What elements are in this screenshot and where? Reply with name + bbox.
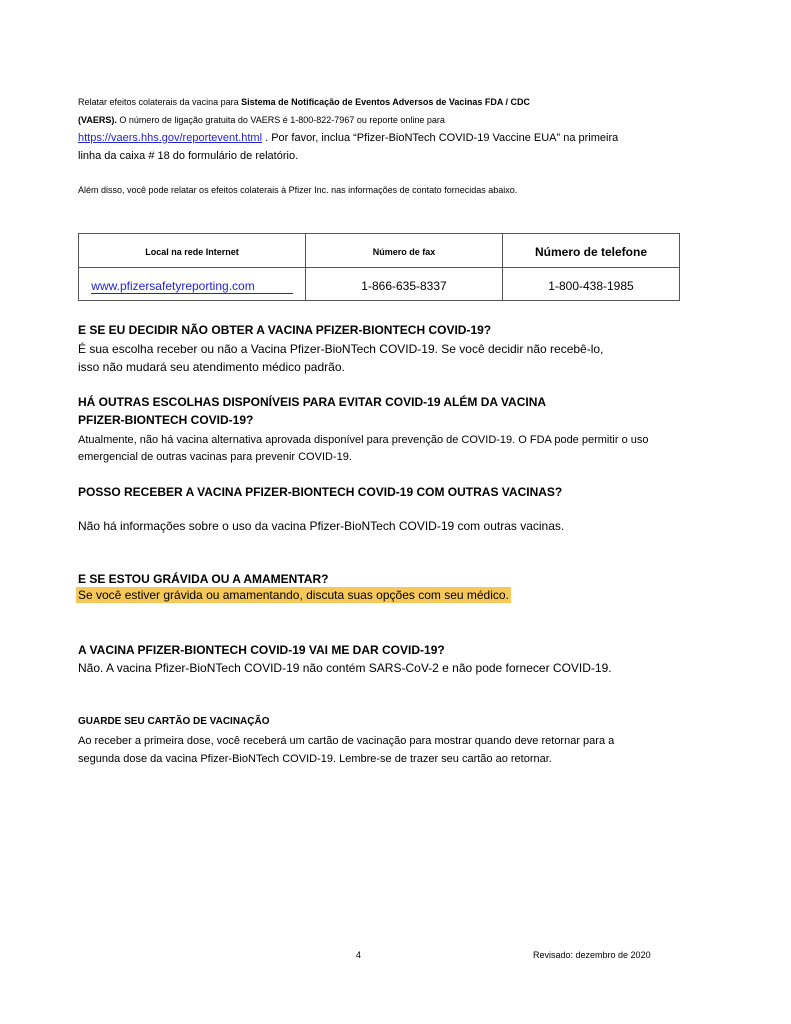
section-heading-alternatives: HÁ OUTRAS ESCOLHAS DISPONÍVEIS PARA EVITAR COVID-19 ALÉM DA VACINA <box>78 395 547 409</box>
section-heading-give-covid: A VACINA PFIZER-BIONTECH COVID-19 VAI ME DAR COVID-19? <box>78 643 445 657</box>
highlighted-advice <box>76 588 511 603</box>
vaers-report-link[interactable]: https://vaers.hhs.gov/reportevent.html <box>78 132 263 144</box>
section-text: isso não mudará seu atendimento médico padrão. <box>78 360 345 374</box>
vaers-abbrev: (VAERS). <box>78 115 117 125</box>
section-heading-pregnant: E SE ESTOU GRÁVIDA OU A AMAMENTAR? <box>78 572 329 586</box>
intro-line-1: Relatar efeitos colaterais da vacina para Sistema de Notificação de Eventos Adversos de Vacinas FDA / CDC <box>78 97 531 107</box>
page-number: 4 <box>356 950 362 960</box>
intro-line-2: (VAERS). O número de ligação gratuita do VAERS é 1-800-822-7967 ou reporte online para <box>78 115 445 125</box>
section-text: Não. A vacina Pfizer-BioNTech COVID-19 não contém SARS-CoV-2 e não pode fornecer COVID-19. <box>78 661 612 675</box>
section-text: emergencial de outras vacinas para prevenir COVID-19. <box>78 451 352 463</box>
table-header-fax: Número de fax <box>372 247 436 257</box>
table-cell-website <box>79 279 305 294</box>
section-heading-alternatives-cont: PFIZER-BIONTECH COVID-19? <box>78 413 254 427</box>
section-heading-other-vaccines: POSSO RECEBER A VACINA PFIZER-BIONTECH COVID-19 COM OUTRAS VACINAS? <box>78 485 563 499</box>
section-heading-card: GUARDE SEU CARTÃO DE VACINAÇÃO <box>78 716 270 727</box>
revised-date: Revisado: dezembro de 2020 <box>533 950 651 960</box>
section-text: Atualmente, não há vacina alternativa aprovada disponível para prevenção de COVID-19. O FDA pode permitir o uso <box>78 434 649 446</box>
table-cell-fax: 1-866-635-8337 <box>361 279 447 293</box>
section-text: É sua escolha receber ou não a Vacina Pfizer-BioNTech COVID-19. Se você decidir não recebê-lo, <box>78 342 604 356</box>
section-text: Não há informações sobre o uso da vacina Pfizer-BioNTech COVID-19 com outras vacinas. <box>78 519 565 533</box>
section-text: segunda dose da vacina Pfizer-BioNTech COVID-19. Lembre-se de trazer seu cartão ao retornar. <box>78 753 552 765</box>
intro-line-4: linha da caixa # 18 do formulário de relatório. <box>78 150 299 162</box>
section-text: Ao receber a primeira dose, você receberá um cartão de vacinação para mostrar quando deve retornar para a <box>78 735 615 747</box>
vaers-system-name: Sistema de Notificação de Eventos Adversos de Vacinas FDA / CDC <box>241 97 531 107</box>
table-row-divider <box>79 267 679 268</box>
contact-table <box>78 233 680 301</box>
highlight-mark: Se você estiver grávida ou amamentando, discuta suas opções com seu médico. <box>78 588 509 602</box>
intro-line-3: https://vaers.hhs.gov/reportevent.html . Por favor, inclua “Pfizer-BioNTech COVID-19 Vaccine EUA” na primeira <box>78 132 619 144</box>
intro-line-5: Além disso, você pode relatar os efeitos colaterais à Pfizer Inc. nas informações de contato fornecidas abaixo. <box>78 185 518 195</box>
table-cell-phone: 1-800-438-1985 <box>548 279 634 293</box>
table-header-phone: Número de telefone <box>534 245 648 259</box>
pfizer-safety-link[interactable]: www.pfizersafetyreporting.com <box>91 279 292 294</box>
table-header-website: Local na rede Internet <box>145 247 239 257</box>
section-heading-decline: E SE EU DECIDIR NÃO OBTER A VACINA PFIZER-BIONTECH COVID-19? <box>78 323 492 337</box>
